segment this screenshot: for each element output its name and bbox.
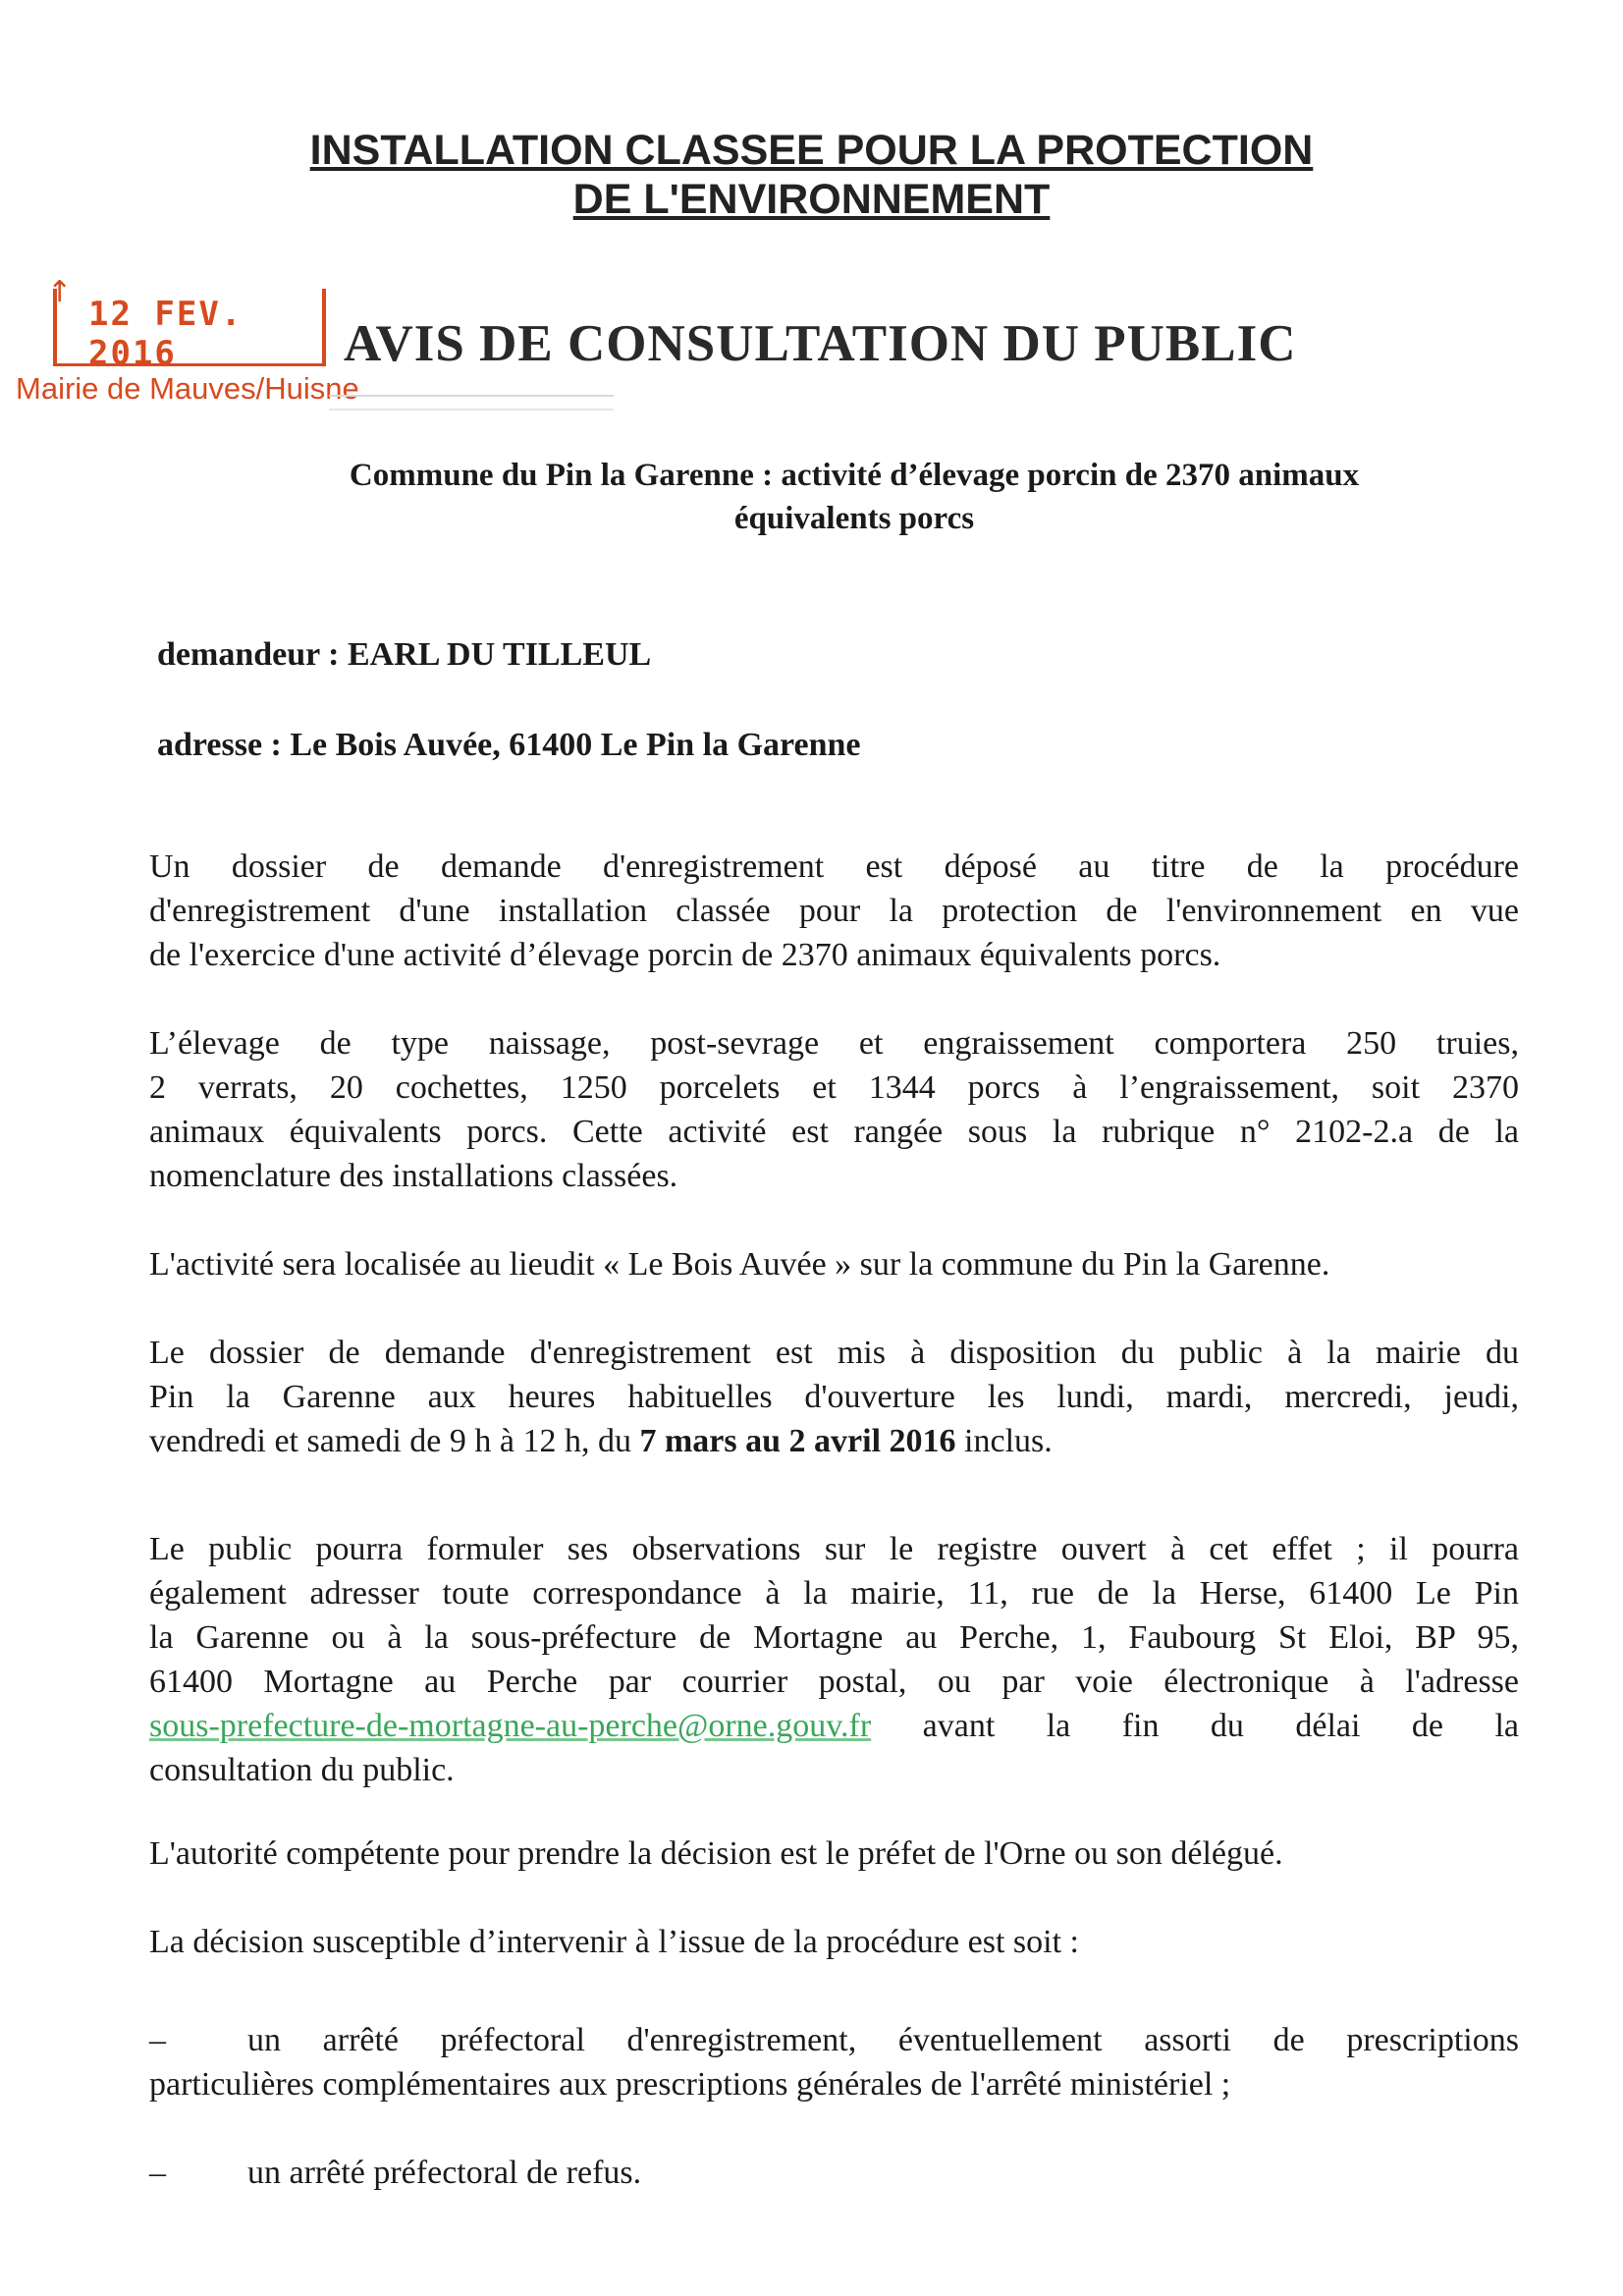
commune-line-2: équivalents porcs [733,501,975,536]
commune-subtitle [196,454,1512,540]
paragraph-localisation [149,1242,1519,1286]
p1-line: de l'exercice d'une activité d’élevage porcin de 2370 animaux équivalents porcs. [149,937,1221,973]
p5-line: la Garenne ou à la sous-préfecture de Mortagne au Perche, 1, Faubourg St Eloi, BP 95, [149,1619,1519,1656]
stamp-arrow-icon: ↑ [47,275,73,309]
p4-line: Le dossier de demande d'enregistrement est mis à disposition du public à la mairie du [149,1335,1519,1371]
p5-line: consultation du public. [149,1752,455,1788]
paragraph-autorite [149,1831,1519,1876]
p3-line: L'activité sera localisée au lieudit « Le Bois Auvée » sur la commune du Pin la Garenne. [149,1246,1330,1283]
decision-line: particulières complémentaires aux prescriptions générales de l'arrêté ministériel ; [149,2066,1231,2103]
p4-line: Pin la Garenne aux heures habituelles d'ouverture les lundi, mardi, mercredi, jeudi, [149,1379,1519,1415]
dash-bullet: – [149,2155,166,2191]
p4-text: vendredi et samedi de 9 h à 12 h, du [149,1423,640,1459]
p1-line: d'enregistrement d'une installation classée pour la protection de l'environnement en vue [149,893,1519,929]
title-line-2: DE L'ENVIRONNEMENT [572,176,1051,223]
p7-line: La décision susceptible d’intervenir à l’issue de la procédure est soit : [149,1924,1079,1960]
p1-line: Un dossier de demande d'enregistrement est déposé au titre de la procédure [149,848,1519,885]
p4-line [149,1419,1519,1463]
applicant: demandeur : EARL DU TILLEUL [157,636,652,673]
commune-line-1: Commune du Pin la Garenne : activité d’élevage porcin de 2370 animaux [349,458,1360,493]
p5-line: 61400 Mortagne au Perche par courrier postal, ou par voie électronique à l'adresse [149,1664,1519,1700]
decision-line: un arrêté préfectoral d'enregistrement, éventuellement assorti de prescriptions [247,2022,1519,2058]
decision-item-refus [149,2151,1519,2195]
p6-line: L'autorité compétente pour prendre la décision est le préfet de l'Orne ou son délégué. [149,1835,1283,1872]
p2-line: nomenclature des installations classées. [149,1158,678,1194]
decision-line: un arrêté préfectoral de refus. [247,2155,642,2191]
dash-bullet: – [149,2022,166,2058]
title-line-1: INSTALLATION CLASSEE POUR LA PROTECTION [309,127,1314,174]
reception-stamp [10,275,359,416]
p2-line: 2 verrats, 20 cochettes, 1250 porcelets et 1344 porcs à l’engraissement, soit 2370 [149,1069,1519,1106]
p5-line [149,1704,1519,1748]
p2-line: L’élevage de type naissage, post-sevrage et engraissement comportera 250 truies, [149,1025,1519,1062]
decision-item-enregistrement [149,2018,1519,2106]
stamp-divider [329,395,614,410]
paragraph-observations [149,1527,1519,1792]
document-title [0,126,1623,224]
paragraph-elevage [149,1021,1519,1198]
p5-line: également adresser toute correspondance à la mairie, 11, rue de la Herse, 61400 Le Pin [149,1575,1519,1612]
paragraph-consultation [149,1331,1519,1463]
stamp-town: Mairie de Mauves/Huisne [16,371,359,406]
p5-line: Le public pourra formuler ses observations sur le registre ouvert à cet effet ; il pourra [149,1531,1519,1567]
p5-text: avant la fin du délai de la [922,1708,1519,1744]
email-link[interactable]: sous-prefecture-de-mortagne-au-perche@orne.gouv.fr [149,1708,872,1744]
p4-text: inclus. [955,1423,1053,1459]
consultation-dates: 7 mars au 2 avril 2016 [639,1423,956,1459]
notice-title: AVIS DE CONSULTATION DU PUBLIC [344,315,1297,372]
paragraph-dossier [149,845,1519,977]
paragraph-decision [149,1920,1519,1964]
stamp-date: 12 FEV. 2016 [88,295,243,373]
address: adresse : Le Bois Auvée, 61400 Le Pin la Garenne [157,727,861,763]
p2-line: animaux équivalents porcs. Cette activité est rangée sous la rubrique n° 2102-2.a de la [149,1114,1519,1150]
